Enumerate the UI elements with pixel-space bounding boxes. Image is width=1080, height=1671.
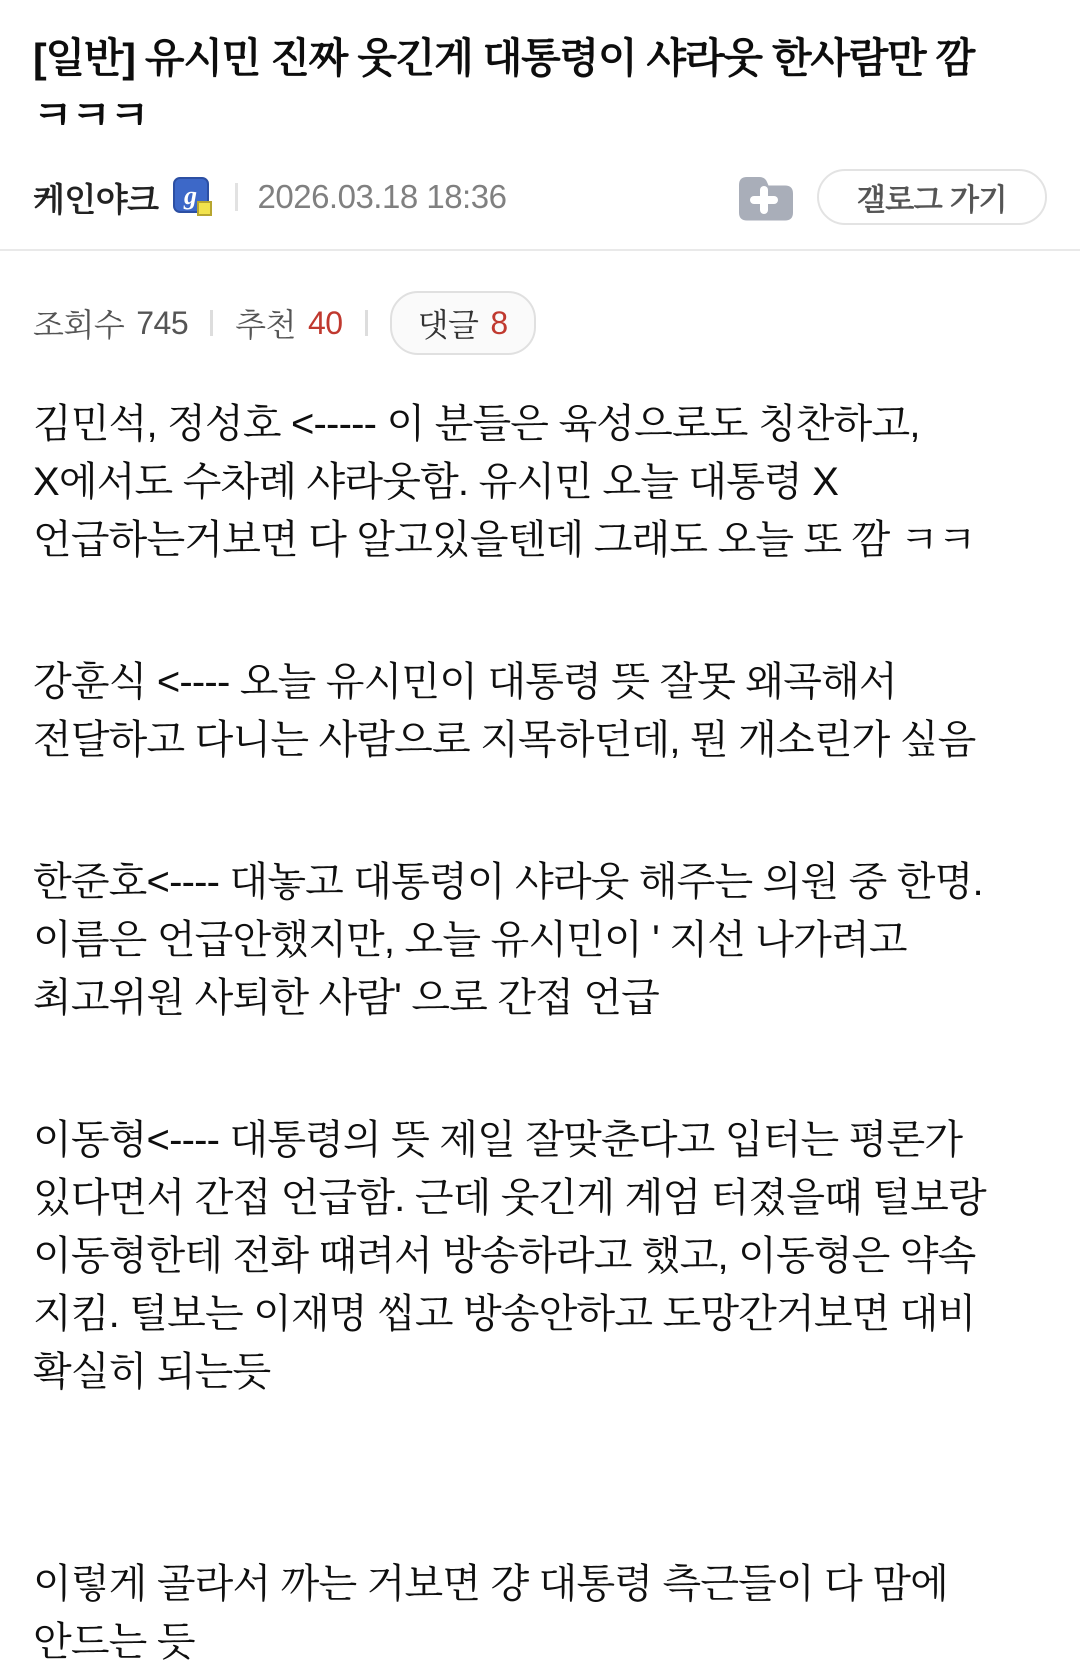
gallog-go-button[interactable]: 갤로그 가기 xyxy=(817,169,1047,225)
header-actions xyxy=(735,169,1047,225)
post-date: 2026.03.18 18:36 xyxy=(257,178,507,216)
body-paragraph: 이렇게 골라서 까는 거보면 걍 대통령 측근들이 다 맘에 안드는 듯 xyxy=(33,1562,948,1665)
view-count-label: 조회수 xyxy=(33,307,125,344)
post-title: [일반] 유시민 진짜 웃긴게 대통령이 샤라웃 한사람만 깜 ㅋㅋㅋ xyxy=(33,35,975,138)
body-paragraph: 한준호<---- 대놓고 대통령이 샤라웃 해주는 의원 중 한명. 이름은 언급안했지만, 오늘 유시민이 ' 지선 나가려고 최고위원 사퇴한 사람' 으로 간접 언급 xyxy=(33,860,983,1021)
author-name[interactable]: 케인야크 xyxy=(33,180,159,218)
post-meta-row xyxy=(33,169,1047,225)
gallog-badge-icon[interactable] xyxy=(171,175,215,219)
header-divider xyxy=(0,249,1080,251)
comment-count-label: 댓글 xyxy=(417,307,479,344)
stat-separator xyxy=(365,310,368,336)
stat-separator xyxy=(210,310,213,336)
body-paragraph: 이동형<---- 대통령의 뜻 제일 잘맞춘다고 입터는 평론가 있다면서 간접 언급함. 근데 웃긴게 계엄 터졌을떄 털보랑 이동형한테 전화 떄려서 방송하라고 했고, 이동형은 약속 지킴. 털보는 이재명 씹고 방송안하고 도망간거보면 대비 확실히 되는듯 xyxy=(33,1118,986,1395)
post-header xyxy=(0,0,1080,225)
view-count xyxy=(33,300,188,346)
svg-text:g: g xyxy=(183,181,197,211)
like-count-label: 추천 xyxy=(235,307,296,344)
body-paragraph: 김민석, 정성호 <----- 이 분들은 육성으로도 칭찬하고, X에서도 수차례 샤라웃함. 유시민 오늘 대통령 X 언급하는거보면 다 알고있을텐데 그래도 오늘 또 깜 ㅋㅋ xyxy=(33,402,976,563)
like-count xyxy=(235,300,342,346)
add-folder-button[interactable] xyxy=(735,173,793,221)
view-count-value: 745 xyxy=(136,304,189,341)
stats-row xyxy=(0,291,1080,355)
comment-count-pill[interactable] xyxy=(390,291,536,355)
body-paragraph: 강훈식 <---- 오늘 유시민이 대통령 뜻 잘못 왜곡해서 전달하고 다니는 사람으로 지목하던데, 뭔 개소린가 싶음 xyxy=(33,660,976,763)
folder-plus-icon xyxy=(735,209,793,224)
comment-count-value: 8 xyxy=(490,304,508,341)
like-count-value: 40 xyxy=(307,304,343,341)
meta-separator xyxy=(235,183,238,211)
post-body xyxy=(0,395,1080,1671)
